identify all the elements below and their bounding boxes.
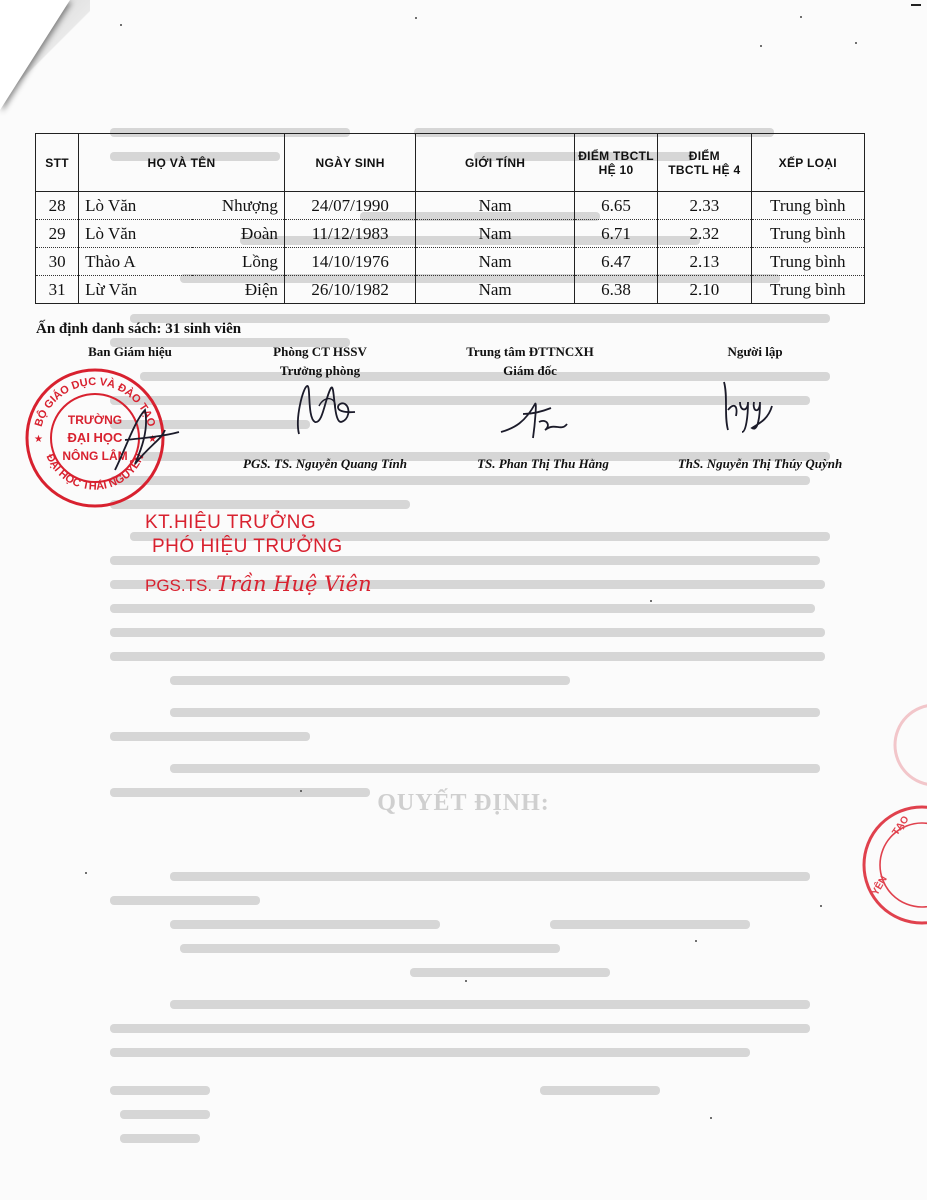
training-center-dept: Trung tâm ĐTTNCXH	[466, 344, 594, 359]
cell-given-name: Điện	[192, 276, 285, 304]
scan-speck	[855, 42, 857, 44]
folded-corner	[0, 0, 70, 110]
scan-speck	[695, 940, 697, 942]
seal-center-line1: TRƯỜNG	[67, 413, 123, 427]
cell-classification: Trung bình	[751, 276, 864, 304]
training-center-signer: TS. Phan Thị Thu Hằng	[477, 456, 609, 471]
scan-speck	[120, 24, 122, 26]
header-gpa-10-line1: ĐIỂM TBCTL	[578, 148, 654, 163]
edge-seal-text: YÊN	[870, 874, 890, 898]
scan-edge-mark	[911, 4, 921, 6]
signature-preparer	[718, 376, 778, 436]
cell-stt: 30	[36, 248, 79, 276]
training-center-title	[450, 342, 610, 380]
cell-gpa-4: 2.32	[658, 220, 751, 248]
header-classification: XẾP LOẠI	[751, 134, 864, 192]
signature-student-affairs	[285, 378, 365, 438]
board-title: Ban Giám hiệu	[88, 344, 172, 359]
cell-family-name: Thào A	[79, 248, 192, 276]
scan-speck	[85, 872, 87, 874]
scan-speck	[820, 905, 822, 907]
cell-gender: Nam	[416, 276, 575, 304]
header-date-of-birth: NGÀY SINH	[284, 134, 415, 192]
cell-given-name: Nhượng	[192, 192, 285, 220]
header-gpa-4-line1: ĐIỂM	[688, 148, 720, 163]
cell-gpa-10: 6.65	[574, 192, 657, 220]
student-affairs-title	[245, 342, 395, 380]
cell-given-name: Lồng	[192, 248, 285, 276]
scan-speck	[760, 45, 762, 47]
cell-date-of-birth: 11/12/1983	[284, 220, 415, 248]
cell-family-name: Lò Văn	[79, 192, 192, 220]
list-summary: Ấn định danh sách: 31 sinh viên	[36, 321, 242, 337]
table-header-row	[36, 134, 865, 192]
cell-gpa-10: 6.71	[574, 220, 657, 248]
scan-speck	[415, 17, 417, 19]
cell-gender: Nam	[416, 192, 575, 220]
cell-stt: 28	[36, 192, 79, 220]
approval-line2: PHÓ HIỆU TRƯỞNG	[152, 536, 343, 557]
student-affairs-dept: Phòng CT HSSV	[273, 344, 367, 359]
approval-signer-name: Trần Huệ Viên	[216, 572, 372, 596]
cell-stt: 31	[36, 276, 79, 304]
seal-star-icon: ★	[148, 434, 157, 445]
cell-gpa-4: 2.10	[658, 276, 751, 304]
cell-date-of-birth: 26/10/1982	[284, 276, 415, 304]
approval-line1: KT.HIỆU TRƯỞNG	[145, 512, 317, 533]
table-row	[36, 192, 865, 220]
seal-outer-text: BỘ GIÁO DỤC VÀ ĐÀO TẠO	[32, 375, 158, 429]
cell-family-name: Lò Văn	[79, 220, 192, 248]
training-center-role: Giám đốc	[503, 363, 557, 378]
cell-classification: Trung bình	[751, 248, 864, 276]
student-affairs-signer: PGS. TS. Nguyễn Quang Tính	[243, 456, 407, 471]
scan-speck	[465, 980, 467, 982]
seal-center-line3: NÔNG LÂM	[62, 449, 128, 463]
header-gpa-4-line2: TBCTL HỆ 4	[668, 162, 741, 177]
cell-gpa-4: 2.33	[658, 192, 751, 220]
signature-training-center	[495, 392, 575, 442]
scan-speck	[650, 600, 652, 602]
header-gpa-4	[658, 134, 751, 192]
cell-date-of-birth: 14/10/1976	[284, 248, 415, 276]
cell-gender: Nam	[416, 248, 575, 276]
scan-speck	[800, 16, 802, 18]
cell-classification: Trung bình	[751, 192, 864, 220]
preparer-signer: ThS. Nguyễn Thị Thúy Quỳnh	[677, 456, 843, 471]
seal-bottom-text: ĐẠI HỌC THÁI NGUYÊN	[43, 452, 147, 493]
table-row	[36, 276, 865, 304]
cell-given-name: Đoàn	[192, 220, 285, 248]
student-affairs-role: Trưởng phòng	[279, 363, 361, 378]
table-row	[36, 248, 865, 276]
scan-speck	[710, 1117, 712, 1119]
signature-board	[95, 400, 185, 480]
scan-speck	[300, 790, 302, 792]
bleed-through-heading: QUYẾT ĐỊNH:	[377, 790, 550, 816]
header-gpa-10	[574, 134, 657, 192]
cell-gender: Nam	[416, 220, 575, 248]
header-full-name: HỌ VÀ TÊN	[79, 134, 285, 192]
header-gpa-10-line2: HỆ 10	[598, 162, 634, 177]
graduate-list-table	[35, 133, 865, 304]
seal-star-icon: ★	[34, 434, 43, 445]
cell-gpa-10: 6.38	[574, 276, 657, 304]
header-stt: STT	[36, 134, 79, 192]
approval-signer-title: PGS.TS.	[145, 576, 213, 595]
edge-seal-fragment-faint	[887, 700, 927, 790]
cell-classification: Trung bình	[751, 220, 864, 248]
seal-center-line2: ĐẠI HỌC	[67, 430, 123, 445]
preparer-title: Người lập	[727, 344, 783, 359]
cell-gpa-10: 6.47	[574, 248, 657, 276]
cell-date-of-birth: 24/07/1990	[284, 192, 415, 220]
header-gender: GIỚI TÍNH	[416, 134, 575, 192]
table-row	[36, 220, 865, 248]
cell-gpa-4: 2.13	[658, 248, 751, 276]
cell-stt: 29	[36, 220, 79, 248]
edge-seal-text: TẠO	[890, 814, 912, 838]
cell-family-name: Lừ Văn	[79, 276, 192, 304]
approval-signer	[145, 572, 372, 596]
edge-seal-fragment	[847, 800, 927, 930]
